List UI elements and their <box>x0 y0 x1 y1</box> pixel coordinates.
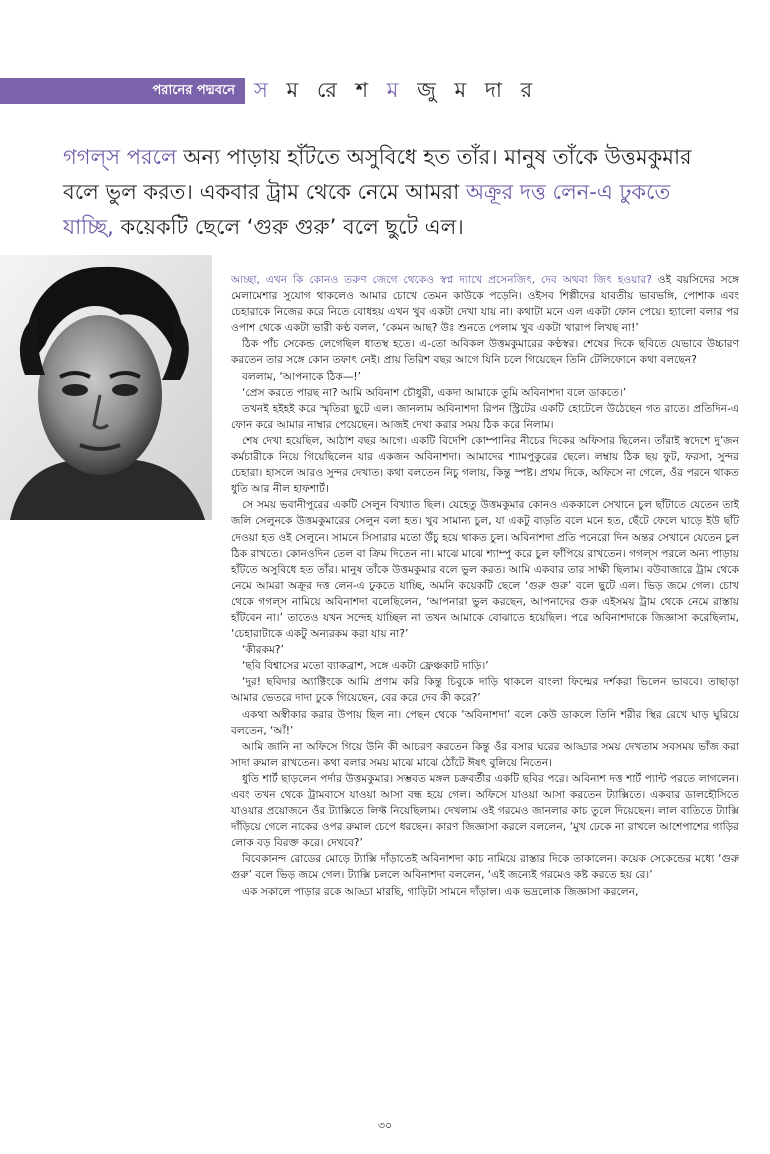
article-paragraph: বিবেকানন্দ রোডের মোড়ে ট্যাক্সি দাঁড়াতেই অবিনাশদা কাচ নামিয়ে রাস্তার দিকে তাকালেন। কয়েক সেকেন্ডের মধ্যে ‘গুরু গুরু’ বলে ভিড় জমে গেল। ট্যাক্সি চললে অবিনাশদা বললেন, ‘এই জন্যেই গরমেও কষ্ট করতে হয় রে।’ <box>231 853 739 882</box>
pull-quote-highlight-1: গগল্‌স পরলে <box>63 145 177 169</box>
author-accent-2: ম <box>386 78 405 102</box>
portrait-photo <box>0 255 212 520</box>
article-paragraph: বললাম, ‘আপনাকে ঠিক—!’ <box>242 370 362 383</box>
article-paragraph <box>231 272 739 336</box>
article-lede: আচ্ছা, এখন কি কোনও তরুণ জেগে থেকেও স্বপ্ন দ্যাখে প্রসেনজিৎ, দেব অথবা জিৎ হওয়ার? <box>231 274 652 286</box>
pull-quote <box>63 140 723 245</box>
article-paragraph: শেষ দেখা হয়েছিল, আঠাশ বছর আগে। একটি বিদেশি কোম্পানির নীচের দিকের অফিসার ছিলেন। তাঁরাই স্বদেশে দু’জন কর্মচারীকে নিয়ে গিয়েছিলেন যার একজন অবিনাশদা। আমাদের শ্যামপুকুরের ছেলে। লম্বায় ঠিক ছয় ফুট, ফরসা, সুন্দর চেহারা। হাসলে আরও সুন্দর দেখাত। কথা বলতেন নিচু গলায়, কিন্তু স্পষ্ট। প্রথম দিকে, অফিসে না গেলে, ওঁর পরনে থাকত ধুতি আর নীল হাফশার্ট। <box>231 434 739 496</box>
page-number: ৩০ <box>377 1119 393 1132</box>
pull-quote-text-1: অন্য পাড়ায় হাঁটতে অসুবিধে হত তাঁর। মানুষ তাঁকে উত্তমকুমার বলে ভুল করত। একবার ট্রাম থেকে নেমে আমরা <box>63 145 692 204</box>
article-paragraph: ‘প্রেস করতে পারছ না? আমি অবিনাশ চৌধুরী, একদা আমাকে তুমি অবিনাশদা বলে ডাকতে।’ <box>242 386 627 399</box>
article-paragraph: একথা অস্বীকার করার উপায় ছিল না। পেছন থেকে ‘অবিনাশদা’ বলে কেউ ডাকলে তিনি শরীর স্থির রেখে ঘাড় ঘুরিয়ে বলতেন, ‘আঁ!’ <box>231 708 739 737</box>
author-part-1: ম রে শ <box>273 78 387 102</box>
article-paragraph: ‘দুর! ছবিদার অ্যাক্টিংকে আমি প্রণাম করি কিন্তু চিবুকে দাড়ি থাকলে বাংলা ফিল্মের দর্শকরা ভিলেন ভাববে। তাছাড়া আমার ভেতরে দাদা ঢুকে গিয়েছেন, বের করে দেব কী করে?’ <box>231 676 739 705</box>
article-paragraph: ‘ছবি বিশ্বাসের মতো ব্যাকব্রাশ, সঙ্গে একটা ফ্রেঞ্চকাট দাড়ি।’ <box>242 660 489 673</box>
column-header-band <box>0 78 245 104</box>
column-name: পরানের পদ্মবনে <box>152 83 235 98</box>
author-accent-1: স <box>254 78 274 102</box>
article-paragraph: তখনই হইহই করে স্মৃতিরা ছুটে এল। জানলাম অবিনাশদা রিপন স্ট্রিটের একটি হোটেলে উঠেছেন গত রাতে। প্রতিদিন-এ ফোন করে আমার নাম্বার পেয়েছেন। আজই দেখা করার সময় ঠিক করে নিলাম। <box>231 402 739 431</box>
article-paragraph: ‘কীরকম?’ <box>242 644 284 657</box>
pull-quote-text-2: কয়েকটি ছেলে ‘গুরু গুরু’ বলে ছুটে এল। <box>113 215 464 239</box>
article-paragraph-text: ওই বয়সিদের সঙ্গে মেলামেশার সুযোগ থাকলেও আমার চোখে তেমন কাউকে পড়েনি। ওইসব শিল্পীদের যাবতীয় ভাবভঙ্গি, পোশাক এবং চেহারাকে নিজের করে নিতে বোধহয় এখন খুব একটা দেখা যায় না। কথাটা মনে এল একটা ফোন পেয়ে। হ্যালো বলার পর ওপাশ থেকে একটা ভারী কণ্ঠ বলল, ‘কেমন আছ? উঃ শুনতে পেলাম খুব একটা খারাপ লিখছ না!’ <box>231 274 739 335</box>
article-paragraph: ধুতি শার্ট ছাড়লেন পর্দার উত্তমকুমার। সম্ভবত মঙ্গল চক্রবর্তীর একটি ছবির পরে। অবিনাশ দত্ত শার্ট প্যান্ট পরতে লাগলেন। এবং তখন থেকে ট্রামবাসে যাওয়া আসা বন্ধ হয়ে গেল। অফিসে যাওয়া আসা করতেন ট্যাক্সিতে। একবার ডালহৌসিতে যাওয়ার প্রয়োজনে ওঁর ট্যাক্সিতে লিফ্ট নিয়েছিলাম। দেখলাম ওই গরমেও জানলার কাচ তুলে দিয়েছেন। লাল বাতিতে ট্যাক্সি দাঁড়িয়ে গেলে নাকের ওপর রুমাল চেপে ধরছেন। কারণ জিজ্ঞাসা করলে বললেন, ‘মুখ ঢেকে না রাখলে আশেপাশের গাড়ির লোক বড় বিরক্ত করে। দেখবে?’ <box>231 772 739 850</box>
article-body <box>231 272 739 900</box>
article-paragraph: এক সকালে পাড়ার রকে আড্ডা মারছি, গাড়িটা সামনে দাঁড়াল। এক ভদ্রলোক জিজ্ঞাসা করলেন, <box>242 885 639 898</box>
portrait-photo-icon <box>0 255 212 520</box>
pull-quote-highlight-2: অক্রূর দত্ত লেন-এ ঢুকতে যাচ্ছি, <box>63 180 671 239</box>
article-paragraph: আমি জানি না অফিসে গিয়ে উনি কী আচরণ করতেন কিন্তু ওঁর বসার ঘরের আড্ডার সময় দেখতাম সবসময় ভাঁজ করা সাদা রুমাল রাখতেন। কথা বলার সময় মাঝে মাঝে ঠোঁটে ঈষৎ বুলিয়ে নিতেন। <box>231 740 739 769</box>
article-paragraph: সে সময় ভবানীপুরের একটি সেলুন বিখ্যাত ছিল। যেহেতু উত্তমকুমার কোনও এককালে সেখানে চুল ছাঁটাতে যেতেন তাই জলি সেলুনকে উত্তমকুমারের সেলুন বলা হত। খুব সামান্য চুল, যা একটু বাড়তি বলে মনে হত, ছেঁটে ফেলে ঘাড়ে ইউ ছাঁট দেওয়া হত ওই সেলুনে। সামনে সিসারার মতো উঁচু হয়ে থাকত চুল। অবিনাশদা প্রতি পনেরো দিন অন্তর সেখানে যেতেন চুল ঠিক রাখতে। কোনওদিন তেল বা ক্রিম দিতেন না। মাঝে মাঝে শ্যাম্পু করে চুল ফাঁপিয়ে রাখতেন। গগল্‌স পরলে অন্য পাড়ায় হাঁটতে অসুবিধে হত তাঁর। মানুষ তাঁকে উত্তমকুমার বলে ভুল করত। আমি একবার তার সাক্ষী ছিলাম। বউবাজারে ট্রাম থেকে নেমে আমরা অক্রূর দত্ত লেন-এ ঢুকতে যাচ্ছি, অমনি কয়েকটি ছেলে ‘গুরু গুরু’ বলে ছুটে এল। ভিড় জমে গেল। চোখ থেকে গগল্‌স নামিয়ে অবিনাশদা বলেছিলেন, ‘আপনারা ভুল করছেন, আপনাদের গুরু এইসময় ট্রাম থেকে নেমে রাস্তায় হাঁটবেন না।’ তাতেও যখন সন্দেহ যাচ্ছিল না তখন আমাকে বোঝাতে হয়েছিল। পরে অবিনাশদাকে জিজ্ঞাসা করেছিলাম, ‘চেহারাটাকে একটু অন্যরকম করা যায় না?’ <box>231 499 739 641</box>
article-paragraph: ঠিক পাঁচ সেকেন্ড লেগেছিল ধাতস্থ হতে। এ-তো অবিকল উত্তমকুমারের কণ্ঠস্বর। শেষের দিকে ছবিতে যেভাবে উচ্চারণ করতেন তার সঙ্গে কোন তফাৎ নেই। প্রায় তিরিশ বছর আগে যিনি চলে গিয়েছেন তিনি টেলিফোনে কথা বলছেন? <box>231 338 739 367</box>
author-name <box>254 74 538 109</box>
author-part-2: জু ম দা র <box>404 78 539 102</box>
